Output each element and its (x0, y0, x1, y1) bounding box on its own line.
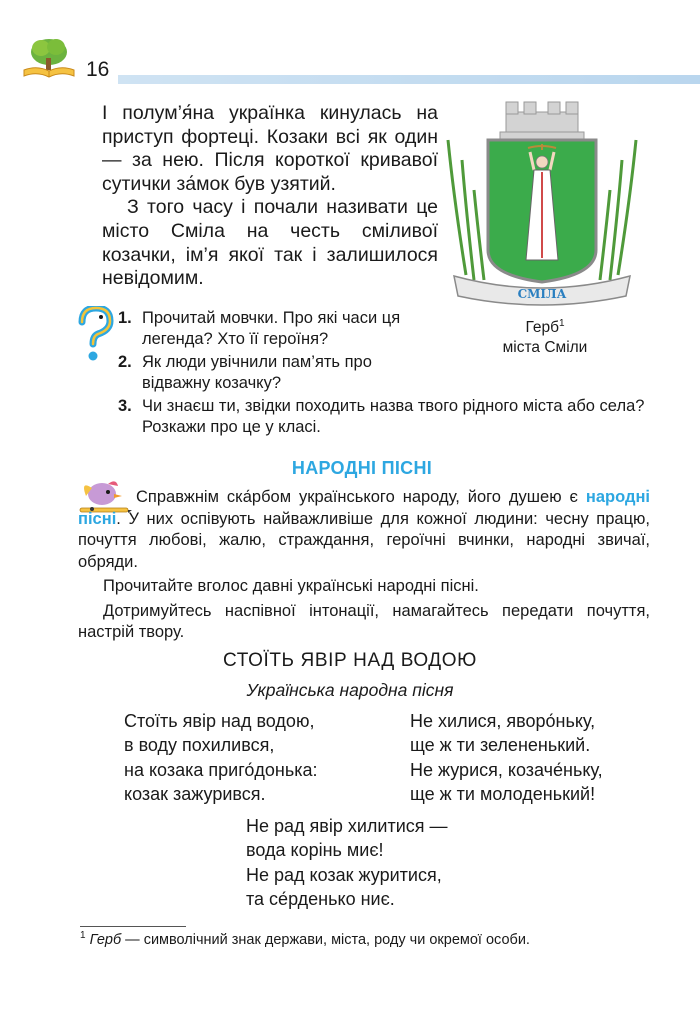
intro-paragraph (78, 487, 650, 573)
song-subtitle: Українська народна пісня (246, 680, 454, 700)
question-mark-icon (76, 306, 114, 362)
song-line: Не рад козак журитися, (246, 864, 442, 885)
intro-text: . У них оспівують найважливіше для кожної людини: чесну працю, почуття любові, жалю, страждання, героїчні вчинки, народні звичаї, обряди. (78, 509, 650, 571)
question-text: Чи знаєш ти, звідки походить назва твого рідного міста або села? Розкажи про це у класі. (142, 397, 645, 436)
question-text: Прочитай мовчки. Про які часи ця легенда? Хто її героїня? (142, 309, 401, 348)
ribbon-label: СМІЛА (517, 287, 567, 301)
song-stanza (246, 814, 448, 911)
question-number: 3. (118, 397, 132, 415)
page-number: 16 (86, 58, 110, 81)
instruction-text: Прочитайте вголос давні українські народні пісні. (103, 577, 479, 595)
song-line: та се́рденько ниє. (246, 888, 395, 909)
song-line: в воду похилився, (124, 735, 275, 756)
song-line: вода корінь миє! (246, 840, 384, 861)
question-text: Як люди увічнили пам’ять про відважну козачку? (142, 353, 372, 392)
questions-list (118, 308, 652, 440)
song-title: СТОЇТЬ ЯВІР НАД ВОДОЮ (223, 650, 477, 671)
footnote-divider (80, 926, 186, 927)
song-line: ще ж ти зелененький. (410, 735, 591, 756)
song-stanza (124, 709, 318, 806)
song-line: Не хилися, яворо́ньку, (410, 711, 596, 731)
question-number: 1. (118, 309, 132, 327)
story-paragraph: З того часу і почали називати це місто Сміла на честь сміливої козачки, ім’я якої так і залишилося невідомим. (102, 196, 438, 290)
question-item (118, 396, 652, 437)
question-number: 2. (118, 353, 132, 371)
footnote-mark: 1 (80, 930, 86, 941)
caption-title: Герб (525, 319, 559, 337)
tree-book-icon (20, 36, 78, 80)
song-line: Не рад явір хилитися — (246, 816, 448, 836)
song-line: на козака приго́донька: (124, 759, 318, 780)
coat-of-arms-image (444, 100, 640, 312)
caption-subtitle: міста Сміли (502, 339, 588, 357)
song-line: козак зажурився. (124, 783, 266, 804)
footnote-term: Герб (89, 931, 122, 948)
question-item (118, 352, 432, 393)
song-stanza (410, 709, 603, 806)
highlighted-term: народні пісні (78, 488, 650, 528)
story-text (102, 102, 438, 291)
question-item (118, 308, 460, 349)
intro-text: Справжнім ска́рбом українського народу, його душею є (136, 488, 586, 506)
story-paragraph: І полум’я́на українка кинулась на приступ фортеці. Козаки всі як один — за нею. Після короткої кривавої сутички за́мок був узятий. (102, 102, 438, 195)
song-line: Не журися, козаче́ньку, (410, 759, 603, 780)
song-line: ще ж ти молоденький! (410, 783, 596, 804)
header-divider (118, 75, 700, 84)
footnote-mark: 1 (558, 318, 565, 329)
footnote-text: — символічний знак держави, міста, роду чи окремої особи. (121, 931, 530, 948)
song-line: Стоїть явір над водою, (124, 711, 315, 731)
footnote (80, 930, 660, 948)
section-intro (78, 487, 650, 647)
section-heading: НАРОДНІ ПІСНІ (291, 458, 433, 478)
instruction-text: Дотримуйтесь наспівної інтонації, намагайтесь передати почуття, настрій твору. (78, 601, 650, 641)
